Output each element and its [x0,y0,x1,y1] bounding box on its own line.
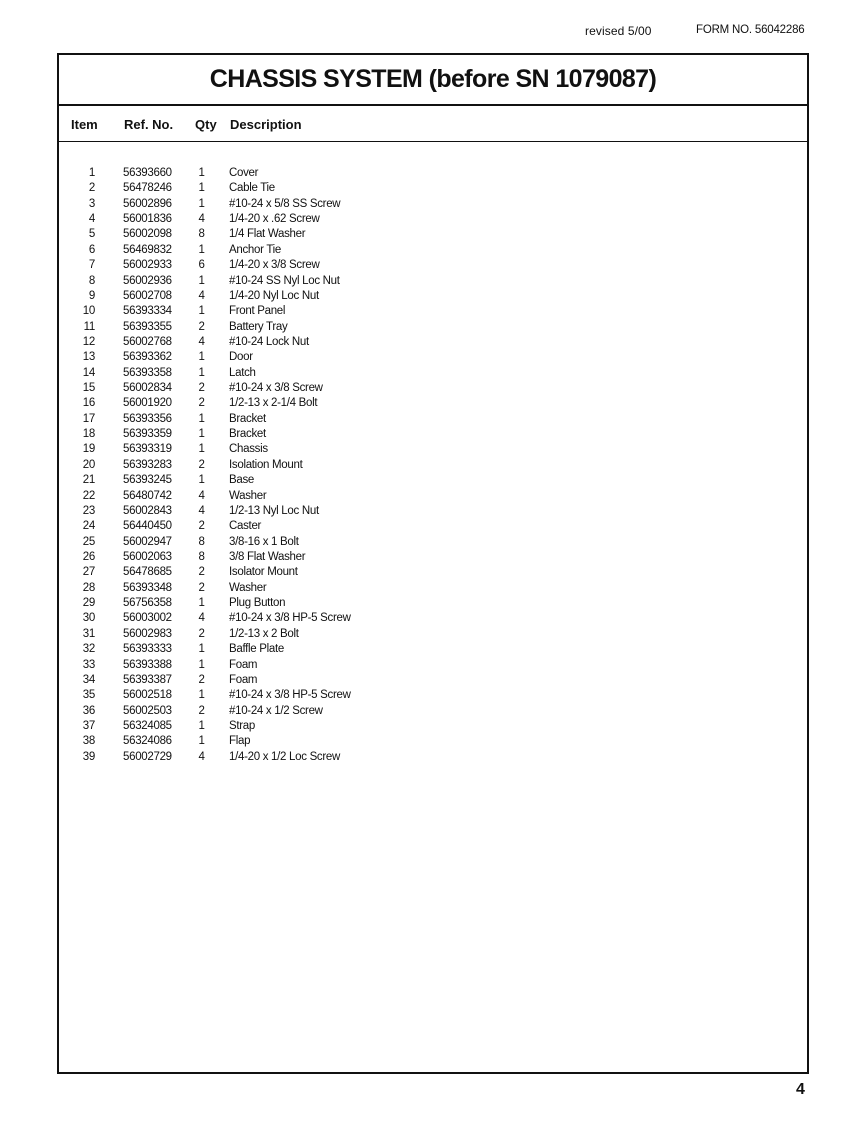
item-number: 3 [88,197,95,210]
part-description: Anchor Tie [229,243,281,256]
revision-date: revised 5/00 [585,24,652,38]
part-description: Bracket [229,428,266,441]
ref-number: 56393334 [123,305,172,318]
table-row [59,658,807,673]
item-number: 18 [82,428,95,441]
ref-number: 56393333 [123,643,172,656]
item-number: 9 [88,289,95,302]
quantity: 2 [198,627,205,640]
quantity: 2 [198,673,205,686]
ref-number: 56002947 [123,535,172,548]
item-number: 35 [82,689,95,702]
quantity: 1 [198,305,205,318]
column-header-ref-no: Ref. No. [124,117,174,132]
quantity: 6 [198,259,205,272]
table-row [59,289,807,304]
ref-number: 56393355 [123,320,172,333]
part-description: Baffle Plate [229,643,285,656]
part-description: Foam [229,658,258,671]
part-description: Cover [229,167,259,179]
quantity: 2 [198,397,205,410]
ref-number: 56324086 [123,735,172,748]
table-row [59,427,807,442]
table-row [59,750,807,765]
ref-number: 56002729 [123,750,172,763]
table-row [59,166,807,181]
item-number: 30 [82,612,95,625]
item-number: 37 [82,719,95,732]
table-row [59,304,807,319]
item-number: 32 [82,643,95,656]
quantity: 1 [198,182,205,195]
part-description: Plug Button [229,597,286,610]
item-number: 39 [82,750,95,763]
ref-number: 56393319 [123,443,172,456]
ref-number: 56393245 [123,474,172,487]
quantity: 1 [198,643,205,656]
quantity: 4 [198,489,205,502]
part-description: 1/4 Flat Washer [229,228,306,241]
quantity: 1 [198,719,205,732]
page-number: 4 [796,1081,805,1098]
ref-number: 56393283 [123,458,172,471]
quantity: 4 [198,289,205,302]
ref-number: 56002708 [123,289,172,302]
part-description: #10-24 x 1/2 Screw [229,704,323,717]
part-description: Washer [229,489,267,502]
part-description: Foam [229,673,258,686]
table-row [59,611,807,626]
ref-number: 56324085 [123,719,172,732]
quantity: 1 [198,443,205,456]
item-number: 1 [88,167,95,179]
part-description: Bracket [229,412,266,425]
item-number: 7 [88,259,95,272]
table-row [59,565,807,580]
item-number: 24 [82,520,95,533]
item-number: 29 [82,597,95,610]
ref-number: 56756358 [123,597,172,610]
item-number: 34 [82,673,95,686]
part-description: #10-24 SS Nyl Loc Nut [229,274,340,287]
table-row [59,181,807,196]
ref-number: 56001920 [123,397,172,410]
table-row [59,550,807,565]
table-row [59,197,807,212]
item-number: 5 [88,228,95,241]
part-description: 1/4-20 x .62 Screw [229,213,320,226]
table-row [59,350,807,365]
table-row [59,366,807,381]
table-row [59,381,807,396]
quantity: 1 [198,412,205,425]
part-description: 1/4-20 x 3/8 Screw [229,259,320,272]
quantity: 1 [198,597,205,610]
table-row [59,504,807,519]
quantity: 1 [198,243,205,256]
ref-number: 56002834 [123,382,172,395]
item-number: 20 [82,458,95,471]
quantity: 1 [198,428,205,441]
ref-number: 56002063 [123,550,172,563]
ref-number: 56002896 [123,197,172,210]
quantity: 2 [198,458,205,471]
table-row [59,704,807,719]
table-row [59,596,807,611]
item-number: 33 [82,658,95,671]
item-number: 28 [82,581,95,594]
part-description: Washer [229,581,267,594]
ref-number: 56393362 [123,351,172,364]
table-row [59,227,807,242]
quantity: 4 [198,335,205,348]
ref-number: 56002983 [123,627,172,640]
table-row [59,489,807,504]
table-row [59,473,807,488]
part-description: #10-24 x 3/8 HP-5 Screw [229,689,351,702]
item-number: 17 [82,412,95,425]
part-description: Front Panel [229,305,286,318]
quantity: 1 [198,351,205,364]
item-number: 14 [82,366,95,379]
table-row [59,535,807,550]
quantity: 2 [198,320,205,333]
form-number: FORM NO. 56042286 [696,24,805,36]
item-number: 19 [82,443,95,456]
parts-table-body [59,166,807,765]
quantity: 1 [198,735,205,748]
ref-number: 56469832 [123,243,172,256]
ref-number: 56393387 [123,673,172,686]
item-number: 31 [82,627,95,640]
quantity: 4 [198,504,205,517]
ref-number: 56002098 [123,228,172,241]
table-row [59,396,807,411]
part-description: Isolation Mount [229,458,303,471]
table-row [59,442,807,457]
item-number: 38 [82,735,95,748]
part-description: Latch [229,366,256,379]
ref-number: 56002768 [123,335,172,348]
table-row [59,335,807,350]
part-description: Door [229,351,253,364]
quantity: 1 [198,658,205,671]
ref-number: 56480742 [123,489,172,502]
quantity: 2 [198,520,205,533]
item-number: 12 [82,335,95,348]
quantity: 1 [198,167,205,179]
ref-number: 56478685 [123,566,172,579]
quantity: 8 [198,228,205,241]
item-number: 36 [82,704,95,717]
quantity: 2 [198,581,205,594]
table-row [59,673,807,688]
table-row [59,243,807,258]
item-number: 23 [82,504,95,517]
ref-number: 56393660 [123,167,172,179]
ref-number: 56440450 [123,520,172,533]
table-header [59,106,807,142]
item-number: 4 [88,213,95,226]
part-description: Flap [229,735,251,748]
item-number: 8 [88,274,95,287]
quantity: 4 [198,750,205,763]
page-title: CHASSIS SYSTEM (before SN 1079087) [59,55,807,106]
part-description: Isolator Mount [229,566,298,579]
quantity: 1 [198,474,205,487]
quantity: 2 [198,382,205,395]
part-description: Strap [229,719,255,732]
ref-number: 56393356 [123,412,172,425]
part-description: Caster [229,520,262,533]
table-row [59,688,807,703]
part-description: 1/4-20 x 1/2 Loc Screw [229,750,341,763]
part-description: 1/2-13 x 2 Bolt [229,627,299,640]
quantity: 8 [198,550,205,563]
parts-list-frame [57,53,809,1074]
ref-number: 56393359 [123,428,172,441]
part-description: #10-24 x 3/8 Screw [229,382,323,395]
item-number: 21 [82,474,95,487]
quantity: 1 [198,366,205,379]
quantity: 1 [198,274,205,287]
ref-number: 56002933 [123,259,172,272]
column-header-qty: Qty [195,117,217,132]
part-description: 3/8-16 x 1 Bolt [229,535,299,548]
quantity: 1 [198,197,205,210]
table-row [59,212,807,227]
column-header-description: Description [230,117,302,132]
item-number: 2 [88,182,95,195]
item-number: 16 [82,397,95,410]
item-number: 10 [82,305,95,318]
part-description: Battery Tray [229,320,288,333]
table-row [59,627,807,642]
part-description: #10-24 x 5/8 SS Screw [229,197,341,210]
ref-number: 56393388 [123,658,172,671]
item-number: 25 [82,535,95,548]
part-description: #10-24 x 3/8 HP-5 Screw [229,612,351,625]
ref-number: 56002518 [123,689,172,702]
part-description: 1/2-13 Nyl Loc Nut [229,504,319,517]
ref-number: 56001836 [123,213,172,226]
part-description: 1/4-20 Nyl Loc Nut [229,289,319,302]
item-number: 11 [83,320,95,333]
part-description: 3/8 Flat Washer [229,550,306,563]
quantity: 2 [198,566,205,579]
part-description: Chassis [229,443,268,456]
ref-number: 56002843 [123,504,172,517]
quantity: 4 [198,213,205,226]
quantity: 1 [198,689,205,702]
part-description: 1/2-13 x 2-1/4 Bolt [229,397,318,410]
table-row [59,320,807,335]
table-row [59,274,807,289]
quantity: 4 [198,612,205,625]
table-row [59,642,807,657]
table-row [59,581,807,596]
item-number: 6 [88,243,95,256]
item-number: 15 [82,382,95,395]
table-row [59,458,807,473]
page-header [0,24,866,40]
item-number: 27 [82,566,95,579]
item-number: 13 [82,351,95,364]
ref-number: 56002936 [123,274,172,287]
ref-number: 56393358 [123,366,172,379]
table-row [59,719,807,734]
column-header-item: Item [71,117,98,132]
quantity: 8 [198,535,205,548]
part-description: #10-24 Lock Nut [229,335,309,348]
part-description: Cable Tie [229,182,275,195]
table-row [59,258,807,273]
quantity: 2 [198,704,205,717]
table-row [59,519,807,534]
table-row [59,412,807,427]
ref-number: 56393348 [123,581,172,594]
table-row [59,734,807,749]
ref-number: 56002503 [123,704,172,717]
ref-number: 56003002 [123,612,172,625]
part-description: Base [229,474,255,487]
item-number: 26 [82,550,95,563]
ref-number: 56478246 [123,182,172,195]
item-number: 22 [82,489,95,502]
